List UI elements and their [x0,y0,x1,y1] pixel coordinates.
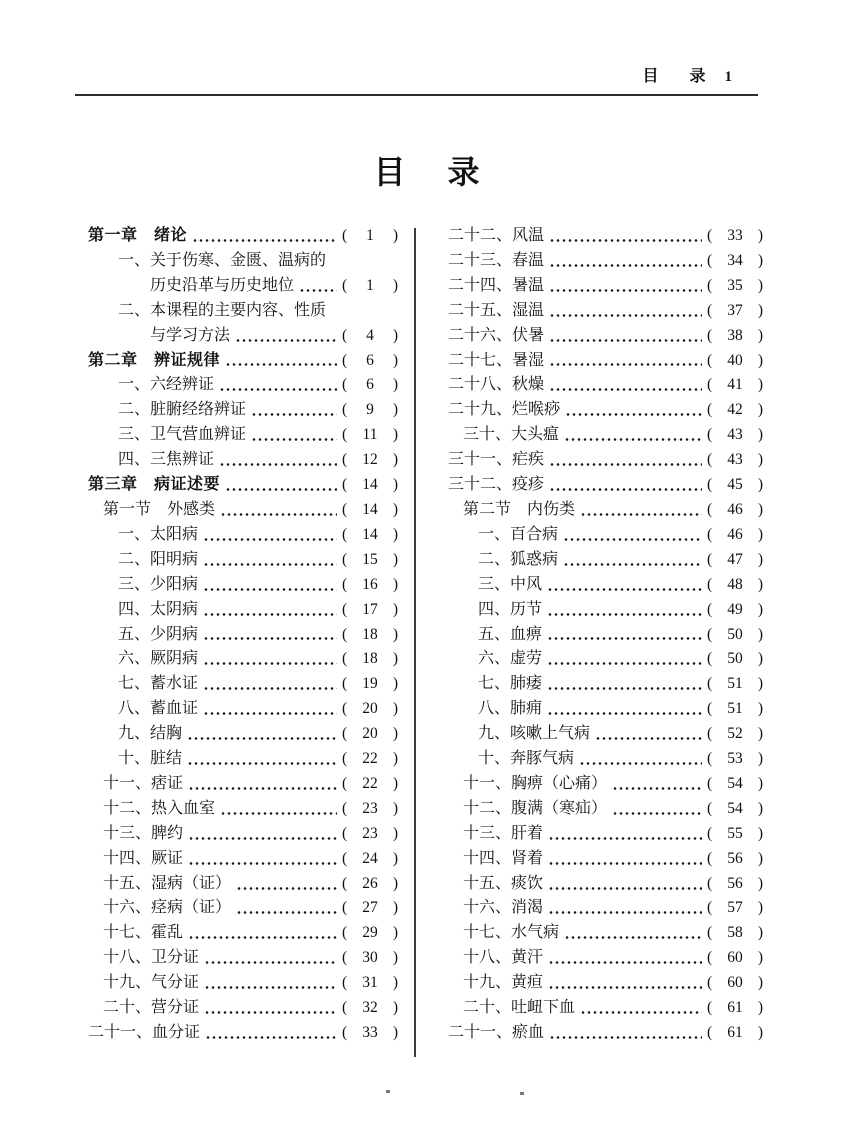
toc-entry-label: 七、肺痿 [478,675,543,693]
toc-page-number: ( 22 ) [342,750,398,768]
toc-page-number: ( 6 ) [342,351,398,369]
toc-page-number: ( 55 ) [707,824,763,842]
dot-leader [548,885,702,890]
toc-entry-label: 七、蓄水证 [118,675,199,693]
dot-leader [188,860,337,865]
toc-entry-label: 二、脏腑经络辨证 [118,401,247,419]
toc-page-number: ( 18 ) [342,625,398,643]
dot-leader [549,287,702,292]
toc-entry-label: 三十一、疟疾 [448,451,545,469]
toc-cont-row [88,274,398,299]
toc-entry-label: 十、脏结 [118,750,183,768]
dot-leader [204,1009,337,1014]
toc-page-number: ( 33 ) [707,227,763,244]
toc-page-number: ( 50 ) [707,625,763,643]
toc-entry-label: 十六、消渴 [463,899,544,917]
toc-item-row [448,598,763,623]
dot-leader [564,436,702,441]
toc-page-number: ( 31 ) [342,974,398,992]
toc-page-number: ( 52 ) [707,725,763,743]
toc-entry-label: 二、阳明病 [118,550,199,568]
toc-entry-label: 三、中风 [478,575,543,593]
toc-item-row [448,249,763,274]
toc-page-number: ( 16 ) [342,575,398,593]
toc-entry-label: 一、太阳病 [118,525,199,543]
dot-leader [547,611,702,616]
toc-entry-label: 四、太阴病 [118,600,199,618]
toc-entry-label: 二十七、暑湿 [448,351,545,369]
toc-entry-label: 四、三焦辨证 [118,451,215,469]
toc-item-row [88,797,398,822]
toc-entry-label: 三、少阳病 [118,575,199,593]
toc-page-number: ( 61 ) [707,1024,763,1041]
toc-item-row [448,722,763,747]
toc-entry-label: 五、少阴病 [118,625,199,643]
dot-leader [203,635,337,640]
toc-entry-label: 第一章 绪论 [88,227,188,244]
dot-leader [236,885,337,890]
dot-leader [565,411,702,416]
toc-entry-label: 九、结胸 [118,725,183,743]
scan-speck [520,1092,524,1095]
toc-entry-label: 十一、胸痹（心痛） [463,774,608,792]
dot-leader [547,660,702,665]
toc-item-row [88,822,398,847]
toc-page-number: ( 58 ) [707,924,763,942]
toc-page-number: ( 54 ) [707,799,763,817]
toc-item-row [88,523,398,548]
toc-item-row [448,274,763,299]
dot-leader [187,760,337,765]
dot-leader [188,835,337,840]
dot-leader [203,710,337,715]
dot-leader [220,511,337,516]
toc-item-row [88,598,398,623]
toc-item-row [88,573,398,598]
dot-leader [203,561,337,566]
toc-page-number: ( 38 ) [707,326,763,344]
dot-leader [548,860,702,865]
toc-entry-label: 十、奔豚气病 [478,750,575,768]
toc-page-number: ( 37 ) [707,301,763,319]
toc-item-row [88,872,398,897]
toc-page-number: ( 48 ) [707,575,763,593]
dot-leader [580,1009,702,1014]
toc-item-row [448,797,763,822]
running-header-page-number: 1 [724,69,733,85]
toc-page-number: ( 22 ) [342,774,398,792]
toc-page-number: ( 41 ) [707,376,763,394]
toc-page-number: ( 24 ) [342,849,398,867]
toc-entry-label: 六、虚劳 [478,650,543,668]
toc-item-row [88,623,398,648]
toc-page-number: ( 35 ) [707,276,763,294]
toc-entry-label: 二十、吐衄下血 [463,999,576,1017]
toc-item-row [448,647,763,672]
toc-page-number: ( 60 ) [707,974,763,992]
toc-page-number: ( 30 ) [342,949,398,967]
toc-page-number: ( 11 ) [342,426,398,444]
toc-page-number: ( 29 ) [342,924,398,942]
toc-entry-label: 十四、厥证 [103,849,184,867]
toc-item-row [88,1021,398,1046]
dot-leader [251,436,337,441]
toc-item-row [448,747,763,772]
toc-item-row [88,672,398,697]
dot-leader [612,810,702,815]
dot-leader [204,959,337,964]
toc-item-row [448,921,763,946]
toc-cont-row [88,324,398,349]
page-title [0,152,853,192]
dot-leader [548,984,702,989]
toc-item-row [448,299,763,324]
toc-entry-label: 二、本课程的主要内容、性质 [118,301,327,319]
dot-leader [549,312,702,317]
toc-item-row [448,1021,763,1046]
toc-page-number: ( 4 ) [342,326,398,344]
toc-entry-label: 二十六、伏暑 [448,326,545,344]
dot-leader [549,1034,702,1039]
toc-item-row [88,249,398,274]
toc-entry-label: 二十五、湿温 [448,301,545,319]
toc-entry-label: 十八、黄汗 [463,949,544,967]
dot-leader [547,685,702,690]
toc-page-number: ( 61 ) [707,999,763,1017]
toc-item-row [88,896,398,921]
toc-entry-label: 第一节 外感类 [103,500,216,518]
dot-leader [203,685,337,690]
toc-item-row [448,373,763,398]
dot-leader [563,536,702,541]
toc-page-number: ( 43 ) [707,426,763,444]
dot-leader [549,337,702,342]
toc-page-number: ( 45 ) [707,476,763,494]
toc-page-number: ( 43 ) [707,451,763,469]
toc-entry-label: 二十一、瘀血 [448,1024,545,1041]
toc-item-row [448,946,763,971]
toc-item-row [88,747,398,772]
toc-item-row [88,946,398,971]
toc-entry-label: 六、厥阴病 [118,650,199,668]
toc-page-number: ( 1 ) [342,227,398,244]
toc-entry-label: 十二、腹满（寒疝） [463,799,608,817]
dot-leader [235,337,337,342]
toc-page-number: ( 46 ) [707,525,763,543]
toc-item-row [88,647,398,672]
toc-item-row [448,548,763,573]
toc-entry-label: 十八、卫分证 [103,949,200,967]
toc-entry-label: 八、蓄血证 [118,700,199,718]
toc-entry-label: 三十、大头瘟 [463,426,560,444]
dot-leader [549,461,702,466]
dot-leader [203,660,337,665]
toc-entry-label: 五、血痹 [478,625,543,643]
toc-item-row [448,772,763,797]
toc-entry-label: 二、狐惑病 [478,550,559,568]
dot-leader [547,586,702,591]
toc-entry-label: 二十一、血分证 [88,1024,201,1041]
toc-entry-label: 二十八、秋燥 [448,376,545,394]
toc-entry-label: 三十二、疫疹 [448,476,545,494]
toc-page-number: ( 54 ) [707,774,763,792]
toc-item-row [448,822,763,847]
dot-leader [203,586,337,591]
toc-entry-label: 一、百合病 [478,525,559,543]
toc-entry-label: 第三章 病证述要 [88,476,221,494]
dot-leader [595,735,702,740]
running-header-word-mu: 目 [642,68,660,85]
toc-entry-label: 十六、痉病（证） [103,899,232,917]
toc-item-row [448,996,763,1021]
dot-leader [204,984,337,989]
column-divider [414,228,416,1057]
dot-leader [251,411,337,416]
toc-item-row [448,398,763,423]
dot-leader [187,735,337,740]
dot-leader [547,635,702,640]
toc-page-number: ( 14 ) [342,476,398,494]
dot-leader [225,361,337,366]
toc-entry-label: 十四、肾着 [463,849,544,867]
dot-leader [563,561,702,566]
toc-item-row [448,523,763,548]
toc-entry-label: 十七、水气病 [463,924,560,942]
toc-item-row [88,722,398,747]
toc-page-number: ( 33 ) [342,1024,398,1041]
toc-entry-label: 二十、营分证 [103,999,200,1017]
toc-page-number: ( 47 ) [707,550,763,568]
toc-item-row [88,697,398,722]
toc-item-row [448,473,763,498]
toc-entry-label: 一、六经辨证 [118,376,215,394]
toc-entry-label: 十九、气分证 [103,974,200,992]
dot-leader [612,785,702,790]
toc-entry-label: 三、卫气营血辨证 [118,426,247,444]
toc-entry-label: 二十九、烂喉痧 [448,401,561,419]
dot-leader [299,287,337,292]
toc-chapter-row [88,224,398,249]
toc-item-row [88,847,398,872]
dot-leader [188,934,337,939]
toc-entry-label: 二十三、春温 [448,251,545,269]
toc-item-row [88,423,398,448]
toc-item-row [448,324,763,349]
toc-page-number: ( 49 ) [707,600,763,618]
dot-leader [205,1034,337,1039]
dot-leader [548,959,702,964]
toc-item-row [448,573,763,598]
dot-leader [549,262,702,267]
toc-page-number: ( 34 ) [707,251,763,269]
dot-leader [548,909,702,914]
toc-item-row [88,448,398,473]
toc-item-row [448,224,763,249]
dot-leader [192,237,337,242]
toc-entry-label: 十九、黄疸 [463,974,544,992]
toc-item-row [448,672,763,697]
toc-entry-label: 十三、脾约 [103,824,184,842]
toc-item-row [448,872,763,897]
toc-page-number: ( 6 ) [342,376,398,394]
toc-entry-label: 十三、肝着 [463,824,544,842]
toc-item-row [88,996,398,1021]
toc-page-number: ( 26 ) [342,874,398,892]
toc-entry-label: 八、肺痈 [478,700,543,718]
toc-page-number: ( 15 ) [342,550,398,568]
toc-page-number: ( 46 ) [707,500,763,518]
toc-page-number: ( 51 ) [707,700,763,718]
toc-entry-label: 第二章 辨证规律 [88,351,221,369]
toc-page-number: ( 23 ) [342,799,398,817]
toc-chapter-row [88,349,398,374]
toc-item-row [88,921,398,946]
page-title-char-lu: 录 [447,154,480,190]
toc-page-number: ( 53 ) [707,750,763,768]
dot-leader [549,386,702,391]
page-title-char-mu: 目 [373,154,406,190]
dot-leader [188,785,337,790]
dot-leader [548,835,702,840]
scan-speck [386,1090,390,1093]
toc-item-row [88,548,398,573]
toc-item-row [88,971,398,996]
toc-entry-label: 十一、痞证 [103,774,184,792]
toc-page-number: ( 14 ) [342,500,398,518]
dot-leader [580,511,702,516]
toc-page-number: ( 18 ) [342,650,398,668]
toc-item-row [88,299,398,324]
toc-item-row [88,398,398,423]
running-header-word-lu: 录 [689,68,707,85]
toc-item-row [448,847,763,872]
toc-item-row [448,448,763,473]
dot-leader [225,486,337,491]
toc-item-row [88,373,398,398]
toc-entry-label: 第二节 内伤类 [463,500,576,518]
toc-entry-label: 二十四、暑温 [448,276,545,294]
toc-page-number: ( 42 ) [707,401,763,419]
dot-leader [203,611,337,616]
toc-item-row [448,971,763,996]
toc-page-number: ( 60 ) [707,949,763,967]
toc-page-number: ( 9 ) [342,401,398,419]
dot-leader [203,536,337,541]
toc-item-row [448,423,763,448]
toc-item-row [448,697,763,722]
toc-page-number: ( 14 ) [342,525,398,543]
toc-page-number: ( 40 ) [707,351,763,369]
toc-item-row [448,896,763,921]
toc-item-row [448,349,763,374]
toc-page-number: ( 23 ) [342,824,398,842]
running-header [642,63,733,86]
toc-page-number: ( 19 ) [342,675,398,693]
toc-entry-label: 十二、热入血室 [103,799,216,817]
toc-page-number: ( 20 ) [342,700,398,718]
toc-column-left [88,224,398,1046]
toc-page-number: ( 27 ) [342,899,398,917]
dot-leader [564,934,702,939]
toc-column-right [448,224,763,1046]
dot-leader [549,486,702,491]
toc-page-number: ( 56 ) [707,874,763,892]
dot-leader [219,461,337,466]
toc-entry-label: 历史沿革与历史地位 [150,276,295,294]
header-rule [75,94,758,96]
dot-leader [549,361,702,366]
dot-leader [549,237,702,242]
toc-page-number: ( 57 ) [707,899,763,917]
toc-section-row [88,498,398,523]
toc-entry-label: 一、关于伤寒、金匮、温病的 [118,251,327,269]
toc-page-number: ( 17 ) [342,600,398,618]
dot-leader [236,909,337,914]
toc-entry-label: 九、咳嗽上气病 [478,725,591,743]
toc-page-number: ( 51 ) [707,675,763,693]
toc-page-number: ( 20 ) [342,725,398,743]
toc-entry-label: 与学习方法 [150,326,231,344]
toc-page-number: ( 56 ) [707,849,763,867]
toc-page-number: ( 12 ) [342,451,398,469]
dot-leader [219,386,337,391]
toc-page-number: ( 50 ) [707,650,763,668]
toc-item-row [88,772,398,797]
toc-item-row [448,623,763,648]
toc-entry-label: 十五、湿病（证） [103,874,232,892]
toc-chapter-row [88,473,398,498]
toc-section-row [448,498,763,523]
toc-entry-label: 四、历节 [478,600,543,618]
toc-page-number: ( 32 ) [342,999,398,1017]
dot-leader [579,760,702,765]
toc-entry-label: 二十二、风温 [448,227,545,244]
toc-entry-label: 十七、霍乱 [103,924,184,942]
toc-page-number: ( 1 ) [342,276,398,294]
dot-leader [220,810,337,815]
dot-leader [547,710,702,715]
toc-entry-label: 十五、痰饮 [463,874,544,892]
